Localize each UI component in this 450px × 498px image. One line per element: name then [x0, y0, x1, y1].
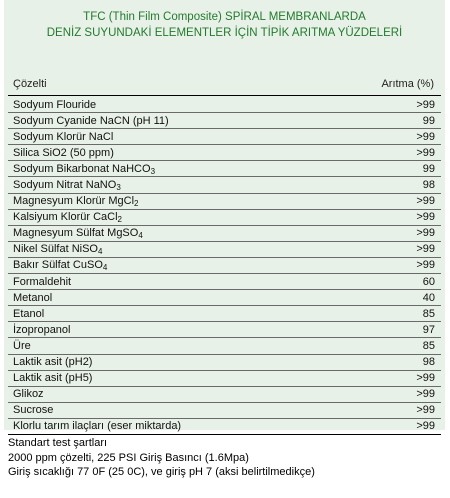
- row-name-text: Klorlu tarım ilaçları (eser miktarda): [13, 420, 182, 433]
- row-name-text: Formaldehit: [13, 275, 72, 288]
- row-value: 99: [422, 162, 435, 175]
- table-row: [8, 113, 441, 129]
- table-row: [8, 177, 441, 193]
- table-row: [8, 322, 441, 338]
- table-row: [8, 403, 441, 419]
- row-name-text: Sodyum Klorür NaCl: [13, 130, 114, 143]
- row-name-text: Sucrose: [13, 404, 54, 417]
- row-name: [8, 163, 375, 175]
- row-name: [8, 99, 375, 111]
- test-conditions-notes: [8, 436, 315, 480]
- row-name-subscript: 3: [116, 183, 121, 193]
- row-name-text: Magnesyum Sülfat MgSO: [13, 227, 139, 240]
- column-header-name: Çözelti: [13, 78, 47, 90]
- row-name-text: Etanol: [13, 307, 45, 320]
- row-value: >99: [416, 420, 435, 433]
- row-value: >99: [416, 195, 435, 208]
- notes-line3: Giriş sıcaklığı 77 0F (25 0C), ve giriş pH 7 (aksi belirtilmedikçe): [8, 466, 315, 478]
- table-row: [8, 258, 441, 274]
- row-name-text: Kalsiyum Klorür CaCl: [13, 211, 118, 224]
- row-value: 99: [422, 114, 435, 127]
- table-row: [8, 97, 441, 113]
- row-name-text: Nikel Sülfat NiSO: [13, 243, 98, 256]
- row-name-text: Sodyum Nitrat NaNO: [13, 179, 117, 192]
- row-name-text: Metanol: [13, 291, 53, 304]
- row-name: [8, 388, 375, 400]
- row-name: [8, 276, 375, 288]
- row-value: 98: [422, 356, 435, 369]
- row-value: >99: [416, 146, 435, 159]
- row-name-text: Sodyum Flouride: [13, 98, 97, 111]
- table-row: [8, 145, 441, 161]
- row-name-text: Üre: [13, 339, 31, 352]
- row-value: >99: [416, 404, 435, 417]
- row-value: 98: [422, 179, 435, 192]
- row-name-subscript: 2: [117, 215, 122, 225]
- row-name: [8, 179, 375, 191]
- table-row: [8, 242, 441, 258]
- row-name-subscript: 2: [134, 199, 139, 209]
- row-name: [8, 259, 375, 271]
- table-row: [8, 161, 441, 177]
- table-row: [8, 194, 441, 210]
- row-value: >99: [416, 211, 435, 224]
- row-value: >99: [416, 372, 435, 385]
- row-name-text: Sodyum Cyanide NaCN (pH 11): [13, 114, 169, 127]
- row-name: [8, 372, 375, 384]
- row-name-text: Laktik asit (pH2): [13, 356, 93, 369]
- row-value: >99: [416, 243, 435, 256]
- row-value: 85: [422, 339, 435, 352]
- row-name-text: Laktik asit (pH5): [13, 372, 93, 385]
- row-name: [8, 147, 375, 159]
- row-name: [8, 292, 375, 304]
- row-name-text: Bakır Sülfat CuSO: [13, 259, 103, 272]
- row-value: 85: [422, 307, 435, 320]
- row-name: [8, 131, 375, 143]
- table-row: [8, 274, 441, 290]
- row-value: 40: [422, 291, 435, 304]
- table-body: [8, 97, 441, 435]
- column-header-value: Arıtma (%): [381, 78, 434, 90]
- row-value: >99: [416, 98, 435, 111]
- row-value: >99: [416, 130, 435, 143]
- header-divider: [8, 95, 441, 96]
- table-row: [8, 306, 441, 322]
- row-name-subscript: 4: [102, 263, 108, 273]
- row-value: 60: [422, 275, 435, 288]
- row-name: [8, 195, 375, 207]
- table-row: [8, 226, 441, 242]
- row-name: [8, 211, 375, 223]
- row-value: >99: [416, 388, 435, 401]
- row-name-text: Magnesyum Klorür MgCl: [13, 195, 135, 208]
- row-name-subscript: 3: [150, 166, 156, 176]
- table-row: [8, 210, 441, 226]
- table-row: [8, 129, 441, 145]
- row-name-text: İzopropanol: [13, 323, 71, 336]
- row-name: [8, 324, 375, 336]
- row-name: [8, 356, 375, 368]
- table-title-line2: DENİZ SUYUNDAKİ ELEMENTLER İÇİN TİPİK ARITMA YÜZDELERİ: [46, 27, 403, 39]
- table-title-line1: TFC (Thin Film Composite) SPİRAL MEMBRANLARDA: [83, 11, 366, 23]
- row-name-subscript: 4: [138, 231, 143, 241]
- notes-line2: 2000 ppm çözelti, 225 PSI Giriş Basıncı (1.6Mpa): [8, 451, 249, 464]
- table-row: [8, 371, 441, 387]
- notes-line1: Standart test şartları: [8, 437, 108, 449]
- table-row: [8, 355, 441, 371]
- row-name: [8, 340, 375, 352]
- row-name: [8, 243, 375, 255]
- row-name: [8, 115, 375, 127]
- row-name-subscript: 4: [97, 247, 103, 257]
- row-name-text: Glikoz: [13, 388, 44, 401]
- table-row: [8, 419, 441, 435]
- row-value: >99: [416, 227, 435, 240]
- row-name-text: Silica SiO2 (50 ppm): [13, 146, 114, 159]
- row-name: [8, 227, 375, 239]
- row-name: [8, 308, 375, 320]
- table-row: [8, 387, 441, 403]
- row-name-text: Sodyum Bikarbonat NaHCO: [13, 162, 151, 175]
- table-row: [8, 338, 441, 354]
- row-value: 97: [422, 323, 435, 336]
- table-panel: [4, 0, 445, 433]
- table-row: [8, 290, 441, 306]
- row-name: [8, 420, 375, 432]
- row-name: [8, 404, 375, 416]
- row-value: >99: [416, 259, 435, 272]
